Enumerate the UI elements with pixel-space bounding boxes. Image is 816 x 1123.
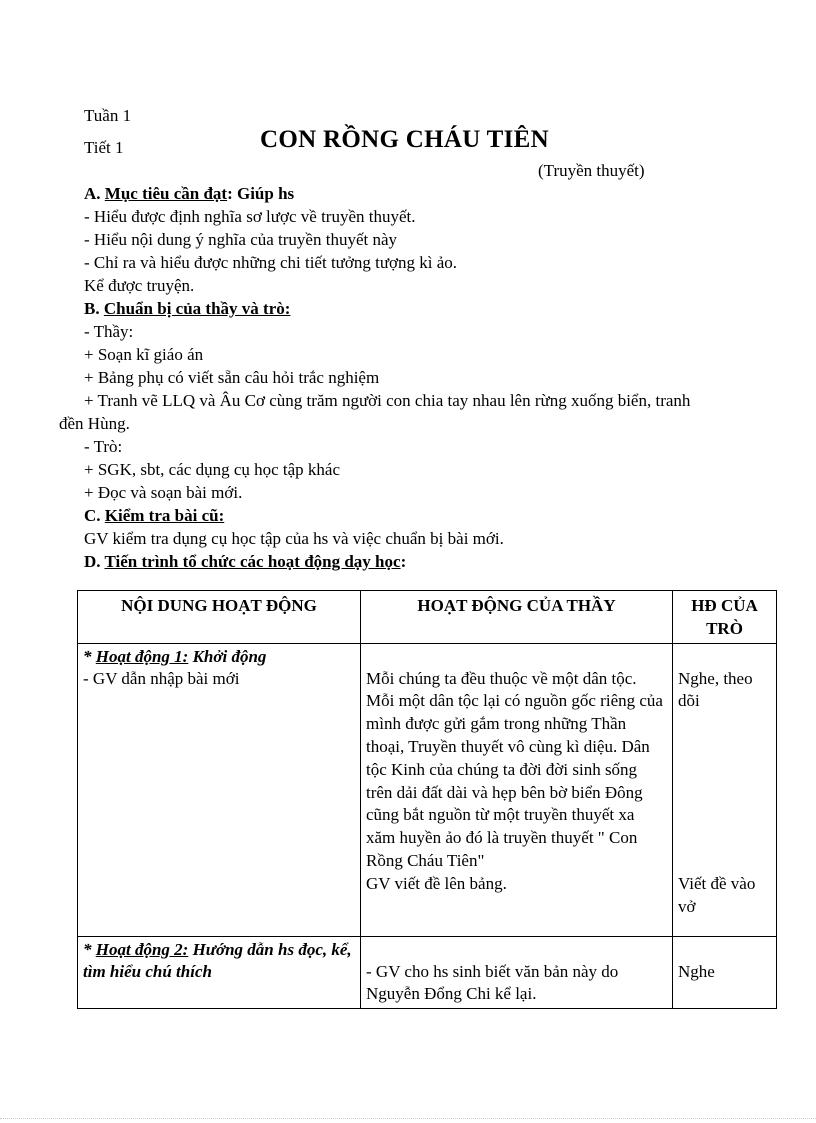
section-a-prefix: A.: [84, 184, 105, 203]
section-a-line: Kể được truyện.: [84, 276, 195, 295]
table-row: [78, 643, 777, 936]
section-b-heading: [84, 297, 290, 320]
section-a-suffix: : Giúp hs: [227, 184, 295, 203]
row1-activity-heading: [83, 646, 355, 669]
row2-teacher-text: - GV cho hs sinh biết văn bản này do Nguyễn Đổng Chi kể lại.: [366, 961, 619, 1004]
header-content: NỘI DUNG HOẠT ĐỘNG: [78, 591, 361, 644]
section-c-title: Kiểm tra bài cũ:: [104, 506, 225, 525]
table-row: [78, 936, 777, 1009]
row2-student-text: Nghe: [678, 961, 715, 981]
row1-teacher-text-2: GV viết đề lên bảng.: [366, 873, 507, 893]
row2-student-cell: [673, 936, 777, 1009]
row2-activity-prefix: *: [83, 939, 96, 959]
row1-student-cell: [673, 643, 777, 936]
section-a-heading: [84, 182, 294, 205]
period-label: Tiết 1: [84, 138, 124, 157]
row1-content-cell: [78, 643, 361, 936]
section-b-title: Chuẩn bị của thầy và trò:: [103, 299, 291, 318]
header-teacher: HOẠT ĐỘNG CỦA THẦY: [361, 591, 673, 644]
lesson-title: CON RỒNG CHÁU TIÊN: [260, 126, 549, 153]
activity-table: [77, 590, 777, 1009]
teacher-item: đền Hùng.: [59, 414, 130, 433]
teacher-item: + Soạn kĩ giáo án: [84, 345, 204, 364]
section-d-heading: [84, 550, 406, 573]
student-item: + SGK, sbt, các dụng cụ học tập khác: [84, 460, 341, 479]
genre-label: (Truyền thuyết): [538, 161, 645, 180]
week-label: Tuần 1: [84, 106, 132, 125]
section-b-prefix: B.: [84, 299, 104, 318]
section-a-line: - Hiểu nội dung ý nghĩa của truyền thuyết này: [84, 230, 398, 249]
table-header-row: [78, 591, 777, 644]
section-d-suffix: :: [400, 552, 407, 571]
section-d-title: Tiến trình tổ chức các hoạt động dạy học: [104, 552, 401, 571]
row2-teacher-cell: [361, 936, 673, 1009]
row1-student-text: Nghe, theo dõi: [678, 668, 753, 711]
section-c-heading: [84, 504, 224, 527]
section-c-line: GV kiểm tra dụng cụ học tập của hs và việc chuẩn bị bài mới.: [84, 529, 504, 548]
teacher-item: + Bảng phụ có viết sẵn câu hỏi trắc nghiệm: [84, 368, 380, 387]
section-a-title: Mục tiêu cần đạt: [104, 184, 228, 203]
section-a-line: - Chỉ ra và hiểu được những chi tiết tưởng tượng kì ảo.: [84, 253, 458, 272]
teacher-item: + Tranh vẽ LLQ và Âu Cơ cùng trăm người con chia tay nhau lên rừng xuống biển, tranh: [84, 391, 691, 410]
row2-activity-label: Hoạt động 2:: [95, 939, 189, 959]
row1-teacher-text: Mỗi chúng ta đều thuộc về một dân tộc. Mỗi một dân tộc lại có nguồn gốc riêng của mình được gửi gắm trong những Thần thoại, Truyền thuyết vô cùng kì diệu. Dân tộc Kinh của chúng ta đời đời sinh sống trên dải đất dài và hẹp bên bờ biển Đông cũng bắt nguồn từ một truyền thuyết xa xăm huyền ảo đó là truyền thuyết " Con Rồng Cháu Tiên": [366, 668, 663, 870]
row1-activity-label: Hoạt động 1:: [95, 646, 189, 666]
row1-student-text-2: Viết đề vào vở: [678, 874, 756, 916]
student-label: - Trò:: [84, 437, 123, 456]
row1-activity-prefix: *: [83, 646, 96, 666]
teacher-label: - Thầy:: [84, 322, 134, 341]
section-c-prefix: C.: [84, 506, 105, 525]
page-bottom-divider: [0, 1118, 816, 1119]
row1-content: - GV dẫn nhập bài mới: [83, 669, 240, 689]
row2-activity-heading: [83, 939, 355, 985]
row2-activity-name: Hướng dẫn hs đọc, kể, tìm hiểu chú thích: [83, 939, 352, 982]
row2-content-cell: [78, 936, 361, 1009]
header-student: HĐ CỦA TRÒ: [673, 591, 777, 644]
row1-activity-name: Khởi động: [188, 646, 267, 666]
section-d-prefix: D.: [84, 552, 105, 571]
section-a-line: - Hiểu được định nghĩa sơ lược về truyền thuyết.: [84, 207, 416, 226]
row1-teacher-cell: [361, 643, 673, 936]
student-item: + Đọc và soạn bài mới.: [84, 483, 243, 502]
